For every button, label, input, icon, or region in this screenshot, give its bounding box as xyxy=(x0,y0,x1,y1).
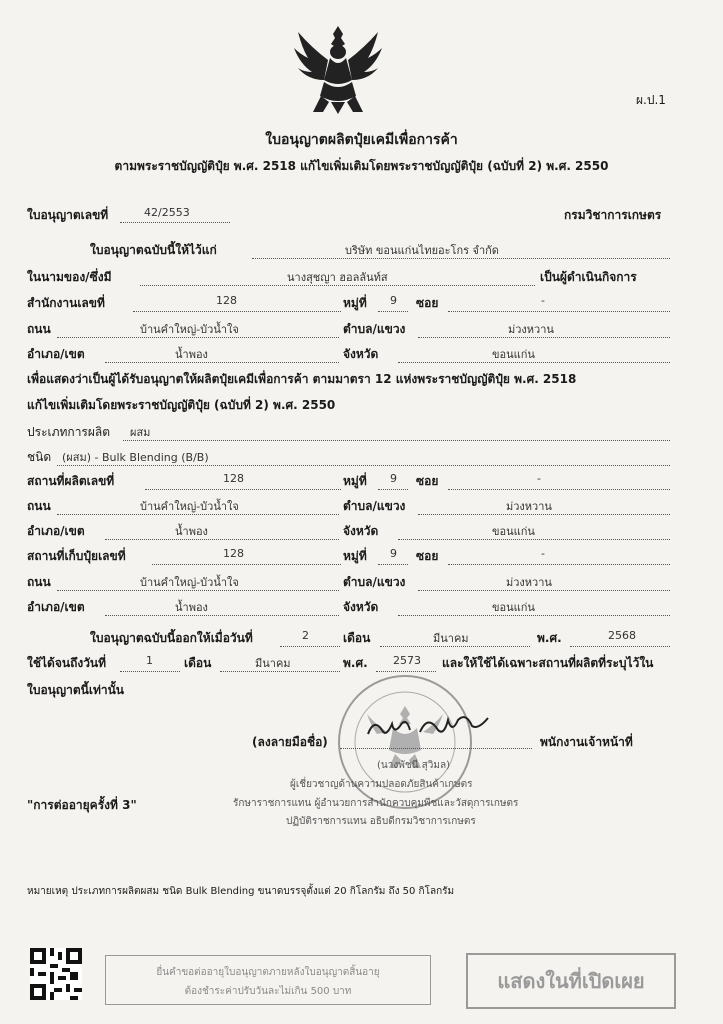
handwritten-signature-icon xyxy=(362,712,502,744)
signer-position-3: ปฏิบัติราชการแทน อธิบดีกรมวิชาการเกษตร xyxy=(286,816,476,827)
signer-name: (นางพัชนี สุวิมล) xyxy=(377,760,450,771)
factory-soi-value: - xyxy=(537,472,541,485)
valid-suffix: และให้ใช้ได้เฉพาะสถานที่ผลิตที่ระบุไว้ใน xyxy=(442,656,654,670)
storage-no-value: 128 xyxy=(223,547,244,560)
statement-line-1: เพื่อแสดงว่าเป็นผู้ได้รับอนุญาตให้ผลิตปุ๋ยเคมีเพื่อการค้า ตามมาตรา 12 แห่งพระราชบัญญัติปุ๋ย พ.ศ. 2518 xyxy=(27,372,577,386)
office-tambon-label: ตำบล/แขวง xyxy=(343,322,406,336)
owner-label: ในนามของ/ซึ่งมี xyxy=(27,270,112,284)
factory-road-label: ถนน xyxy=(27,499,51,513)
office-soi-value: - xyxy=(541,294,545,307)
document-title: ใบอนุญาตผลิตปุ๋ยเคมีเพื่อการค้า xyxy=(265,132,458,148)
storage-road-value: บ้านคำใหญ่-บัวน้ำใจ xyxy=(140,576,239,589)
valid-until-label: ใช้ได้จนถึงวันที่ xyxy=(27,656,107,670)
display-publicly-stamp: แสดงในที่เปิดเผย xyxy=(466,953,676,1009)
storage-tambon-label: ตำบล/แขวง xyxy=(343,575,406,589)
valid-month-label: เดือน xyxy=(184,656,212,670)
factory-soi-label: ซอย xyxy=(416,474,439,488)
office-amphoe-label: อำเภอ/เขต xyxy=(27,347,85,361)
license-no-label: ใบอนุญาตเลขที่ xyxy=(27,208,109,222)
factory-province-label: จังหวัด xyxy=(343,524,379,538)
kind-label: ชนิด xyxy=(27,450,52,464)
owner-suffix: เป็นผู้ดำเนินกิจการ xyxy=(540,270,637,284)
storage-road-label: ถนน xyxy=(27,575,51,589)
factory-no-label: สถานที่ผลิตเลขที่ xyxy=(27,474,115,488)
storage-province-label: จังหวัด xyxy=(343,600,379,614)
factory-tambon-label: ตำบล/แขวง xyxy=(343,499,406,513)
storage-moo-value: 9 xyxy=(390,547,397,560)
storage-tambon-value: ม่วงหวาน xyxy=(506,576,552,589)
factory-province-value: ขอนแก่น xyxy=(492,525,535,538)
storage-soi-value: - xyxy=(541,547,545,560)
late-renewal-line-2: ต้องชำระค่าปรับวันละไม่เกิน 500 บาท xyxy=(184,986,352,997)
renewal-note: "การต่ออายุครั้งที่ 3" xyxy=(27,798,137,812)
issue-month-label: เดือน xyxy=(343,631,371,645)
office-moo-label: หมู่ที่ xyxy=(343,296,367,310)
production-type-value: ผสม xyxy=(130,426,151,439)
office-road-label: ถนน xyxy=(27,322,51,336)
storage-soi-label: ซอย xyxy=(416,549,439,563)
signer-position-2: รักษาราชการแทน ผู้อำนวยการสำนักควบคุมพืชและวัสดุการเกษตร xyxy=(233,798,519,809)
signer-position-1: ผู้เชี่ยวชาญด้านความปลอดภัยสินค้าเกษตร xyxy=(290,779,473,790)
office-tambon-value: ม่วงหวาน xyxy=(508,323,554,336)
issued-to-label: ใบอนุญาตฉบับนี้ให้ไว้แก่ xyxy=(90,243,217,257)
factory-no-value: 128 xyxy=(223,472,244,485)
kind-value: (ผสม) - Bulk Blending (B/B) xyxy=(62,451,209,464)
office-moo-value: 9 xyxy=(390,294,397,307)
issue-date-label: ใบอนุญาตฉบับนี้ออกให้เมื่อวันที่ xyxy=(90,631,253,645)
issue-year: 2568 xyxy=(608,629,636,642)
statement-line-2: แก้ไขเพิ่มเติมโดยพระราชบัญญัติปุ๋ย (ฉบับที่ 2) พ.ศ. 2550 xyxy=(27,398,336,412)
issued-to-value: บริษัท ขอนแก่นไทยอะโกร จำกัด xyxy=(345,244,499,257)
valid-day: 1 xyxy=(146,654,153,667)
late-renewal-line-1: ยื่นคำขอต่ออายุใบอนุญาตภายหลังใบอนุญาตสิ้นอายุ xyxy=(156,967,380,978)
issue-year-label: พ.ศ. xyxy=(537,631,562,645)
signature-role: พนักงานเจ้าหน้าที่ xyxy=(540,735,633,749)
owner-value: นางสุชญา ฮอลลันท์ส xyxy=(287,271,388,284)
factory-tambon-value: ม่วงหวาน xyxy=(506,500,552,513)
storage-amphoe-value: น้ำพอง xyxy=(175,601,208,614)
valid-year-label: พ.ศ. xyxy=(343,656,368,670)
late-renewal-notice-box xyxy=(105,955,431,1005)
office-amphoe-value: น้ำพอง xyxy=(175,348,208,361)
document-subtitle: ตามพระราชบัญญัติปุ๋ย พ.ศ. 2518 แก้ไขเพิ่มเติมโดยพระราชบัญญัติปุ๋ย (ฉบับที่ 2) พ.ศ. 2550 xyxy=(114,159,609,173)
factory-amphoe-label: อำเภอ/เขต xyxy=(27,524,85,538)
office-soi-label: ซอย xyxy=(416,296,439,310)
factory-amphoe-value: น้ำพอง xyxy=(175,525,208,538)
office-province-value: ขอนแก่น xyxy=(492,348,535,361)
office-no-value: 128 xyxy=(216,294,237,307)
valid-year: 2573 xyxy=(393,654,421,667)
storage-no-label: สถานที่เก็บปุ๋ยเลขที่ xyxy=(27,549,126,563)
office-province-label: จังหวัด xyxy=(343,347,379,361)
office-road-value: บ้านคำใหญ่-บัวน้ำใจ xyxy=(140,323,239,336)
factory-moo-label: หมู่ที่ xyxy=(343,474,367,488)
remark-note: หมายเหตุ ประเภทการผลิตผสม ชนิด Bulk Blending ขนาดบรรจุตั้งแต่ 20 กิโลกรัม ถึง 50 กิโลกรัม xyxy=(27,886,455,897)
qr-code-icon xyxy=(30,948,82,1000)
valid-suffix-2: ใบอนุญาตนี้เท่านั้น xyxy=(27,683,125,697)
license-no-value: 42/2553 xyxy=(144,206,190,219)
office-no-label: สำนักงานเลขที่ xyxy=(27,296,105,310)
issue-day: 2 xyxy=(302,629,309,642)
issue-month: มีนาคม xyxy=(433,632,469,645)
garuda-emblem-icon xyxy=(291,22,385,118)
storage-province-value: ขอนแก่น xyxy=(492,601,535,614)
factory-moo-value: 9 xyxy=(390,472,397,485)
form-code: ผ.ป.1 xyxy=(636,93,666,107)
department: กรมวิชาการเกษตร xyxy=(564,208,662,222)
valid-month: มีนาคม xyxy=(255,657,291,670)
factory-road-value: บ้านคำใหญ่-บัวน้ำใจ xyxy=(140,500,239,513)
signature-label: (ลงลายมือชื่อ) xyxy=(252,735,328,749)
storage-amphoe-label: อำเภอ/เขต xyxy=(27,600,85,614)
storage-moo-label: หมู่ที่ xyxy=(343,549,367,563)
production-type-label: ประเภทการผลิต xyxy=(27,425,111,439)
